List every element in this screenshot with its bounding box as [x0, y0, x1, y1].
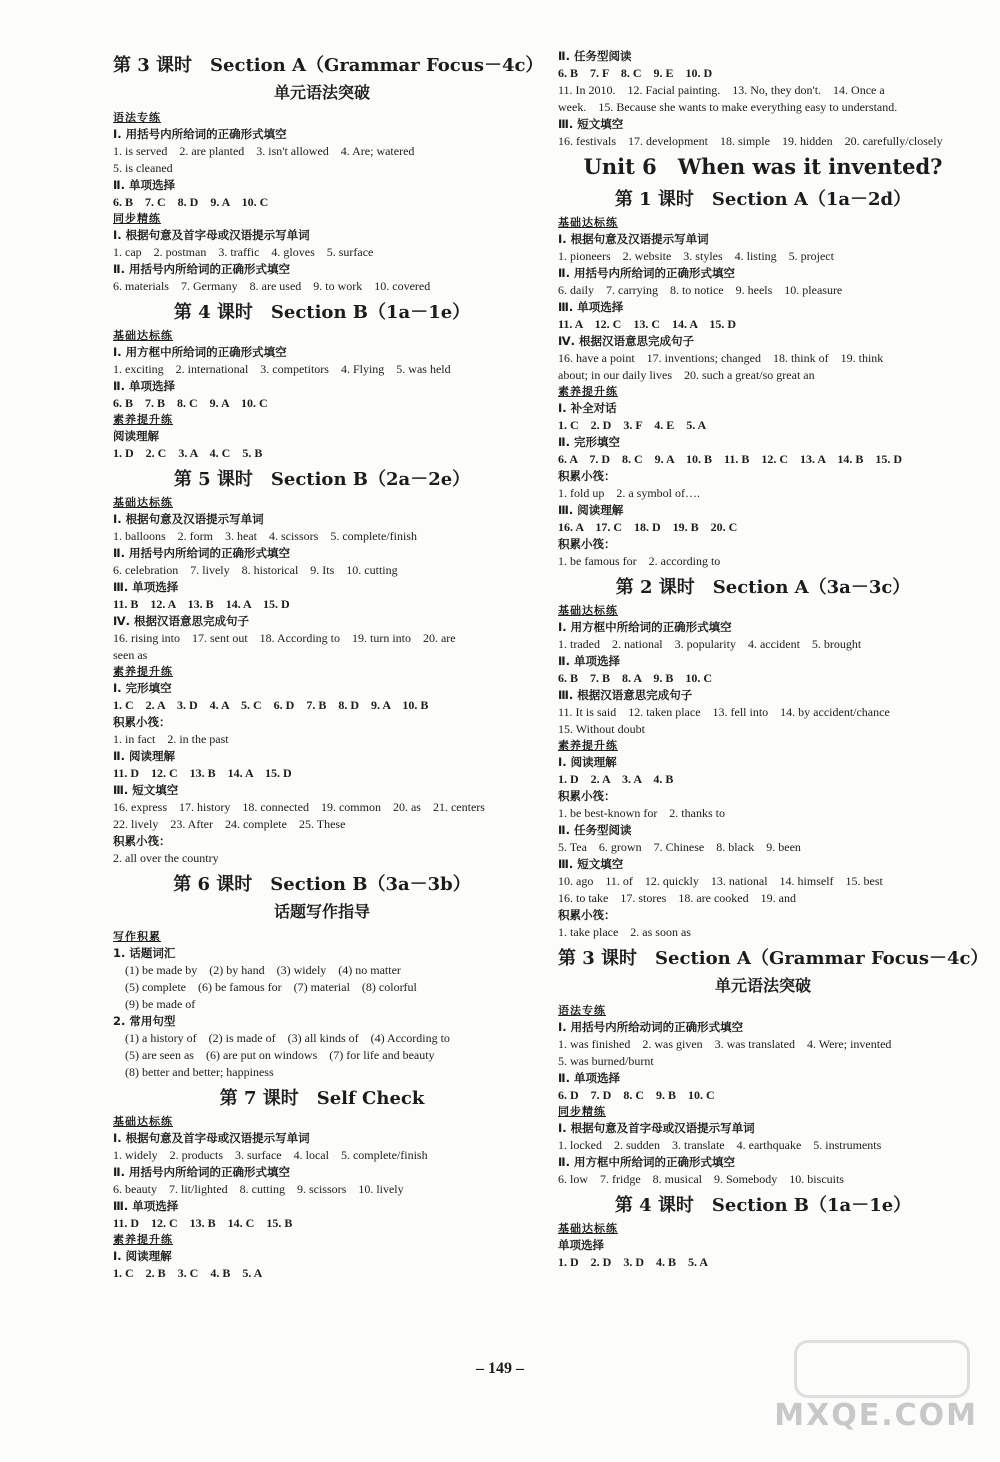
- exercise-label: Ⅱ. 阅读理解: [113, 749, 175, 763]
- category-label: 基础达标练: [558, 216, 618, 229]
- lesson-heading: 第 4 课时 Section B（1a－1e）: [173, 302, 471, 323]
- exercise-label: Ⅳ. 根据汉语意思完成句子: [558, 334, 695, 348]
- answer-line: 16. to take 17. stores 18. are cooked 19. and: [558, 891, 796, 905]
- category-label: 基础达标练: [558, 604, 618, 617]
- answer-line: (5) are seen as (6) are put on windows (7) for life and beauty: [113, 1048, 435, 1062]
- answer-line: 11. A 12. C 13. C 14. A 15. D: [558, 317, 737, 331]
- exercise-label: Ⅲ. 阅读理解: [558, 503, 624, 517]
- answer-line: 1. balloons 2. form 3. heat 4. scissors 5. complete/finish: [113, 529, 417, 543]
- answer-line: 1. C 2. A 3. D 4. A 5. C 6. D 7. B 8. D 9. A 10. B: [113, 698, 429, 712]
- exercise-label: Ⅰ. 阅读理解: [558, 755, 617, 769]
- exercise-label: Ⅱ. 用括号内所给词的正确形式填空: [558, 266, 735, 280]
- watermark-logo-icon: [794, 1340, 970, 1398]
- exercise-label: Ⅱ. 单项选择: [113, 379, 175, 393]
- answer-line: 11. In 2010. 12. Facial painting. 13. No, they don't. 14. Once a: [558, 83, 885, 97]
- exercise-label: Ⅱ. 单项选择: [113, 178, 175, 192]
- answer-line: 1. exciting 2. international 3. competitors 4. Flying 5. was held: [113, 362, 451, 376]
- category-label: 素养提升练: [113, 413, 173, 426]
- category-label: 素养提升练: [113, 665, 173, 678]
- exercise-label: Ⅰ. 根据句意及汉语提示写单词: [113, 512, 264, 526]
- exercise-label: Ⅱ. 任务型阅读: [558, 823, 632, 837]
- exercise-label: Ⅲ. 短文填空: [558, 117, 624, 131]
- answer-line: 6. celebration 7. lively 8. historical 9. Its 10. cutting: [113, 563, 398, 577]
- answer-line: 10. ago 11. of 12. quickly 13. national 14. himself 15. best: [558, 874, 883, 888]
- left-column: [113, 48, 544, 1282]
- lesson-heading: 第 1 课时 Section A（1a－2d）: [614, 189, 912, 210]
- exercise-label: Ⅱ. 完形填空: [558, 435, 620, 449]
- answer-line: 1. is served 2. are planted 3. isn't allowed 4. Are; watered: [113, 144, 415, 158]
- answer-line: (9) be made of: [113, 997, 196, 1011]
- sub-heading: 单元语法突破: [273, 83, 370, 102]
- exercise-label: Ⅱ. 单项选择: [558, 654, 620, 668]
- answer-line: 5. was burned/burnt: [558, 1054, 654, 1068]
- exercise-label: Ⅰ. 用括号内所给词的正确形式填空: [113, 127, 287, 141]
- category-label: 素养提升练: [558, 385, 618, 398]
- exercise-label: Ⅰ. 用括号内所给动词的正确形式填空: [558, 1020, 744, 1034]
- exercise-label: Ⅲ. 单项选择: [558, 300, 624, 314]
- exercise-label: Ⅱ. 用方框中所给词的正确形式填空: [558, 1155, 735, 1169]
- answer-line: (1) be made by (2) by hand (3) widely (4) no matter: [113, 963, 401, 977]
- answer-line: 1. was finished 2. was given 3. was translated 4. Were; invented: [558, 1037, 892, 1051]
- exercise-label: 积累小筏：: [558, 537, 616, 551]
- answer-line: 11. B 12. A 13. B 14. A 15. D: [113, 597, 290, 611]
- exercise-label: 积累小筏：: [558, 908, 616, 922]
- category-label: 基础达标练: [113, 1115, 173, 1128]
- answer-line: 1. cap 2. postman 3. traffic 4. gloves 5. surface: [113, 245, 374, 259]
- answer-line: 1. pioneers 2. website 3. styles 4. listing 5. project: [558, 249, 834, 263]
- answer-line: 2. all over the country: [113, 851, 219, 865]
- answer-line: 16. have a point 17. inventions; changed 18. think of 19. think: [558, 351, 884, 365]
- lesson-heading: 第 2 课时 Section A（3a－3c）: [615, 577, 911, 598]
- exercise-label: Ⅰ. 用方框中所给词的正确形式填空: [113, 345, 287, 359]
- answer-line: 1. locked 2. sudden 3. translate 4. earthquake 5. instruments: [558, 1138, 882, 1152]
- exercise-label: Ⅲ. 根据汉语意思完成句子: [558, 688, 693, 702]
- answer-line: 1. widely 2. products 3. surface 4. local 5. complete/finish: [113, 1148, 428, 1162]
- category-label: 基础达标练: [113, 496, 173, 509]
- answer-line: (8) better and better; happiness: [113, 1065, 274, 1079]
- answer-line: 6. low 7. fridge 8. musical 9. Somebody 10. biscuits: [558, 1172, 844, 1186]
- exercise-label: Ⅲ. 短文填空: [558, 857, 624, 871]
- exercise-label: Ⅰ. 完形填空: [113, 681, 172, 695]
- answer-line: 6. B 7. B 8. C 9. A 10. C: [113, 396, 268, 410]
- answer-line: 5. is cleaned: [113, 161, 173, 175]
- lesson-heading: 第 4 课时 Section B（1a－1e）: [614, 1195, 912, 1216]
- answer-line: 11. It is said 12. taken place 13. fell into 14. by accident/chance: [558, 705, 890, 719]
- answer-line: (5) complete (6) be famous for (7) material (8) colorful: [113, 980, 417, 994]
- exercise-label: 阅读理解: [113, 429, 159, 443]
- exercise-label: Ⅰ. 根据句意及首字母或汉语提示写单词: [113, 228, 310, 242]
- answer-line: 11. D 12. C 13. B 14. C 15. B: [113, 1216, 293, 1230]
- exercise-label: Ⅰ. 根据句意及首字母或汉语提示写单词: [558, 1121, 755, 1135]
- answer-line: 1. be famous for 2. according to: [558, 554, 721, 568]
- exercise-label: 2. 常用句型: [113, 1014, 176, 1028]
- answer-line: 1. C 2. B 3. C 4. B 5. A: [113, 1266, 263, 1280]
- exercise-label: Ⅱ. 单项选择: [558, 1071, 620, 1085]
- answer-line: 16. express 17. history 18. connected 19. common 20. as 21. centers: [113, 800, 485, 814]
- category-label: 语法专练: [113, 111, 161, 124]
- answer-line: 6. D 7. D 8. C 9. B 10. C: [558, 1088, 715, 1102]
- page-number: – 149 –: [476, 1360, 524, 1377]
- answer-line: 15. Without doubt: [558, 722, 645, 736]
- category-label: 素养提升练: [113, 1233, 173, 1246]
- exercise-label: Ⅱ. 任务型阅读: [558, 49, 632, 63]
- answer-line: 1. D 2. A 3. A 4. B: [558, 772, 674, 786]
- exercise-label: Ⅰ. 根据句意及汉语提示写单词: [558, 232, 709, 246]
- answer-line: 6. B 7. B 8. A 9. B 10. C: [558, 671, 713, 685]
- answer-line: seen as: [113, 648, 148, 662]
- category-label: 同步精练: [113, 212, 161, 225]
- lesson-heading: 第 7 课时 Self Check: [219, 1088, 425, 1109]
- answer-line: 16. rising into 17. sent out 18. According to 19. turn into 20. are: [113, 631, 456, 645]
- exercise-label: 积累小筏：: [113, 715, 171, 729]
- exercise-label: Ⅲ. 短文填空: [113, 783, 179, 797]
- answer-line: 6. B 7. C 8. D 9. A 10. C: [113, 195, 269, 209]
- unit-heading: Unit 6 When was it invented?: [583, 154, 943, 179]
- category-label: 基础达标练: [113, 329, 173, 342]
- answer-line: about; in our daily lives 20. such a great/so great an: [558, 368, 815, 382]
- answer-line: 6. materials 7. Germany 8. are used 9. to work 10. covered: [113, 279, 431, 293]
- answer-line: 22. lively 23. After 24. complete 25. These: [113, 817, 346, 831]
- exercise-label: Ⅱ. 用括号内所给词的正确形式填空: [113, 1165, 290, 1179]
- sub-heading: 话题写作指导: [273, 902, 370, 921]
- exercise-label: Ⅳ. 根据汉语意思完成句子: [113, 614, 250, 628]
- sub-heading: 单元语法突破: [714, 976, 811, 995]
- answer-line: 11. D 12. C 13. B 14. A 15. D: [113, 766, 292, 780]
- answer-line: 6. B 7. F 8. C 9. E 10. D: [558, 66, 713, 80]
- answer-line: 1. be best-known for 2. thanks to: [558, 806, 725, 820]
- answer-line: 1. C 2. D 3. F 4. E 5. A: [558, 418, 707, 432]
- exercise-label: 1. 话题词汇: [113, 946, 176, 960]
- exercise-label: Ⅰ. 根据句意及首字母或汉语提示写单词: [113, 1131, 310, 1145]
- answer-line: 16. festivals 17. development 18. simple 19. hidden 20. carefully/closely: [558, 134, 943, 148]
- answer-line: 1. take place 2. as soon as: [558, 925, 691, 939]
- answer-line: 1. D 2. C 3. A 4. C 5. B: [113, 446, 263, 460]
- exercise-label: 积累小筏：: [558, 789, 616, 803]
- exercise-label: Ⅱ. 用括号内所给词的正确形式填空: [113, 546, 290, 560]
- answer-line: 6. A 7. D 8. C 9. A 10. B 11. B 12. C 13. A 14. B 15. D: [558, 452, 903, 466]
- answer-line: 5. Tea 6. grown 7. Chinese 8. black 9. been: [558, 840, 801, 854]
- answer-line: 6. daily 7. carrying 8. to notice 9. heels 10. pleasure: [558, 283, 843, 297]
- lesson-heading: 第 5 课时 Section B（2a－2e）: [173, 469, 471, 490]
- answer-line: 1. fold up 2. a symbol of….: [558, 486, 700, 500]
- exercise-label: Ⅰ. 补全对话: [558, 401, 617, 415]
- category-label: 基础达标练: [558, 1222, 618, 1235]
- exercise-label: Ⅲ. 单项选择: [113, 1199, 179, 1213]
- category-label: 素养提升练: [558, 739, 618, 752]
- exercise-label: 积累小筏：: [558, 469, 616, 483]
- answer-line: 1. traded 2. national 3. popularity 4. accident 5. brought: [558, 637, 862, 651]
- lesson-heading: 第 6 课时 Section B（3a－3b）: [173, 874, 471, 895]
- answer-line: 1. D 2. D 3. D 4. B 5. A: [558, 1255, 709, 1269]
- exercise-label: 单项选择: [558, 1238, 604, 1252]
- answer-line: (1) a history of (2) is made of (3) all kinds of (4) According to: [113, 1031, 450, 1045]
- exercise-label: Ⅱ. 用括号内所给词的正确形式填空: [113, 262, 290, 276]
- category-label: 同步精练: [558, 1105, 606, 1118]
- lesson-heading: 第 3 课时 Section A（Grammar Focus－4c）: [558, 948, 989, 969]
- right-column: [558, 48, 989, 1271]
- category-label: 语法专练: [558, 1004, 606, 1017]
- exercise-label: Ⅰ. 阅读理解: [113, 1249, 172, 1263]
- lesson-heading: 第 3 课时 Section A（Grammar Focus－4c）: [113, 55, 544, 76]
- exercise-label: 积累小筏：: [113, 834, 171, 848]
- watermark: MXQE.COM: [774, 1398, 978, 1433]
- exercise-label: Ⅰ. 用方框中所给词的正确形式填空: [558, 620, 732, 634]
- answer-line: 6. beauty 7. lit/lighted 8. cutting 9. scissors 10. lively: [113, 1182, 404, 1196]
- exercise-label: Ⅲ. 单项选择: [113, 580, 179, 594]
- answer-line: 1. in fact 2. in the past: [113, 732, 229, 746]
- answer-line: 16. A 17. C 18. D 19. B 20. C: [558, 520, 738, 534]
- answer-line: week. 15. Because she wants to make everything easy to understand.: [558, 100, 898, 114]
- category-label: 写作积累: [113, 930, 161, 943]
